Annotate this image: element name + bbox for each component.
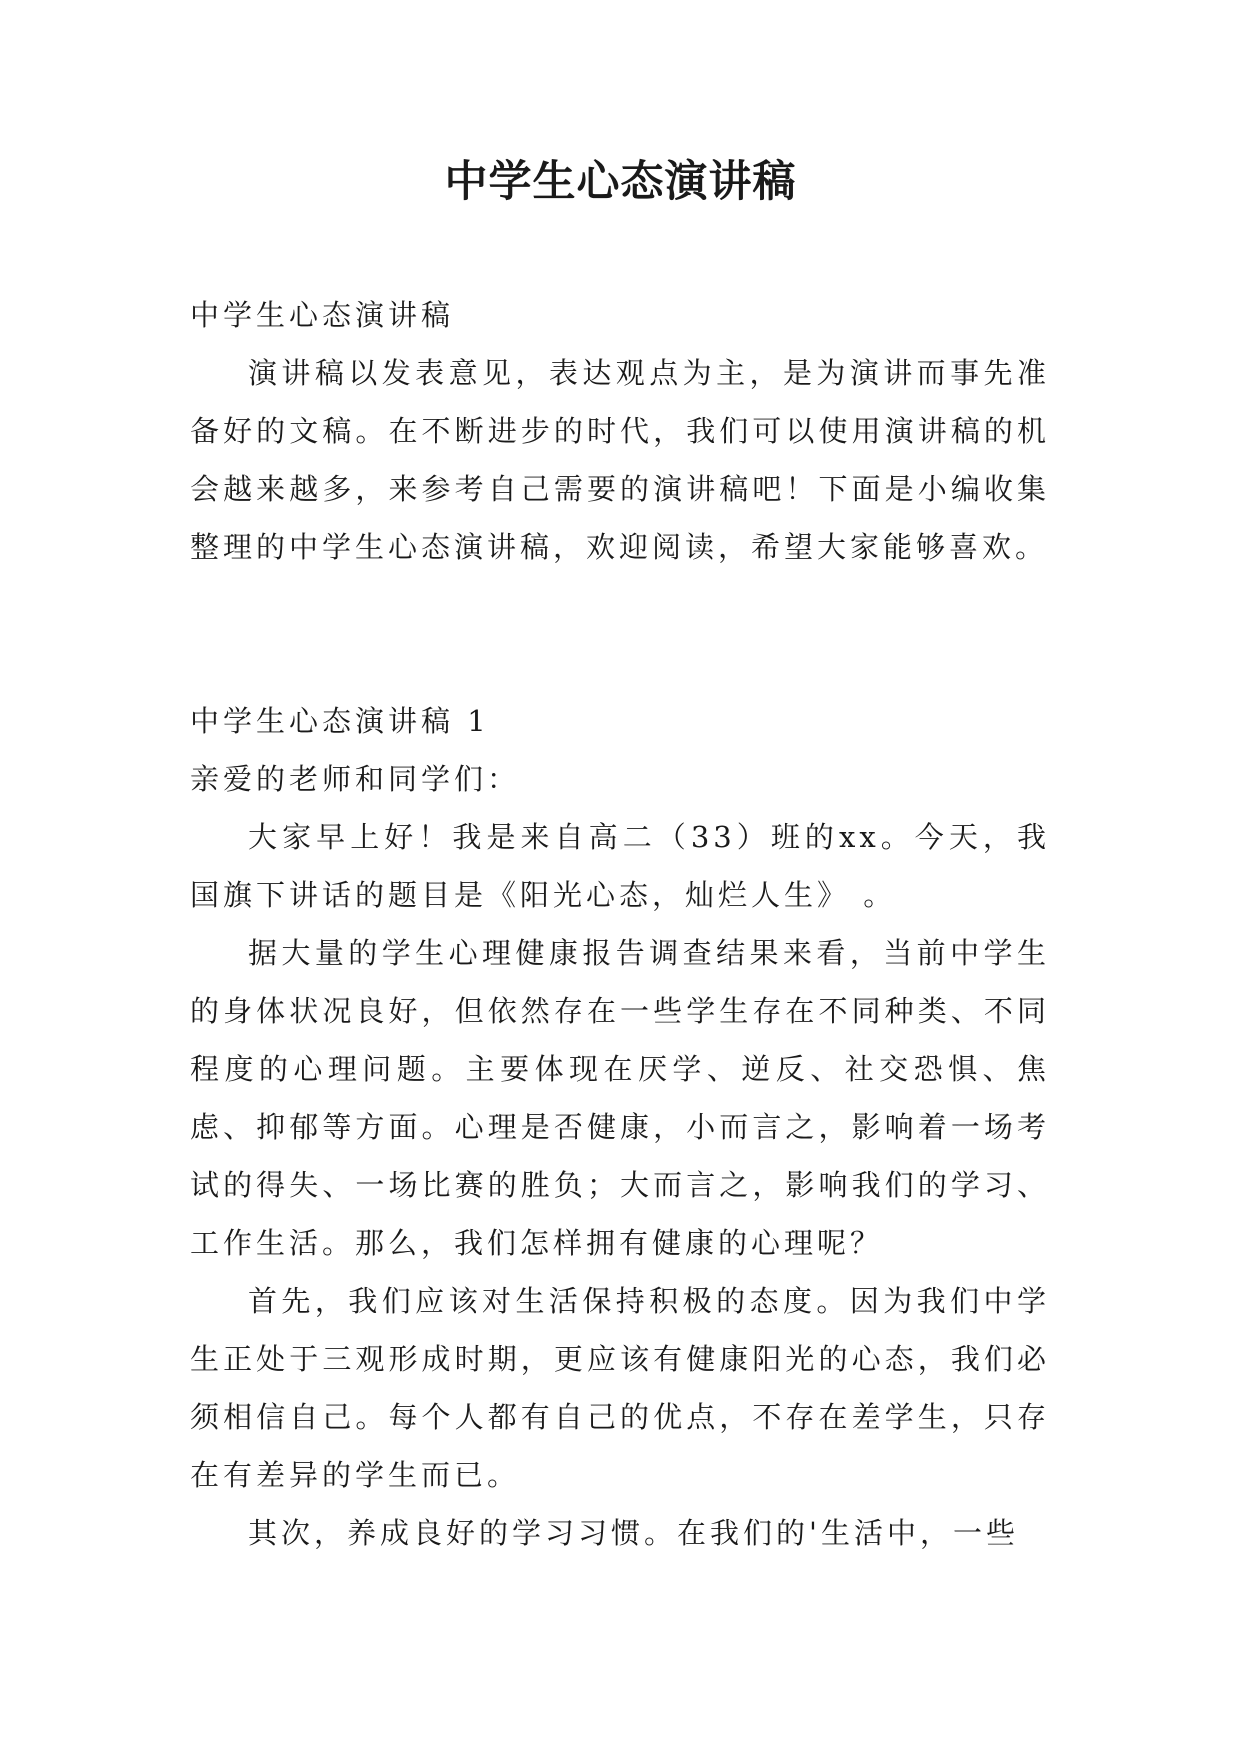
section-spacer — [190, 576, 1050, 692]
body-paragraph: 其次，养成良好的学习习惯。在我们的'生活中，一些 — [248, 1516, 1019, 1550]
salutation: 亲爱的老师和同学们： — [190, 762, 521, 796]
document-title: 中学生心态演讲稿 — [444, 157, 797, 207]
body-paragraph: 首先，我们应该对生活保持积极的态度。因为我们中学生正处于三观形成时期，更应该有健康阳光的心态，我们必须相信自己。每个人都有自己的优点，不存在差学生，只存在有差异的学生而已。 — [190, 1284, 1050, 1492]
intro-paragraph: 演讲稿以发表意见，表达观点为主，是为演讲而事先准备好的文稿。在不断进步的时代，我们可以使用演讲稿的机会越来越多，来参考自己需要的演讲稿吧！下面是小编收集整理的中学生心态演讲稿，欢迎阅读，希望大家能够喜欢。 — [190, 356, 1050, 564]
body-paragraph: 据大量的学生心理健康报告调查结果来看，当前中学生的身体状况良好，但依然存在一些学生存在不同种类、不同程度的心理问题。主要体现在厌学、逆反、社交恐惧、焦虑、抑郁等方面。心理是否健康，小而言之，影响着一场考试的得失、一场比赛的胜负；大而言之，影响我们的学习、工作生活。那么，我们怎样拥有健康的心理呢？ — [190, 936, 1050, 1260]
section-heading: 中学生心态演讲稿 1 — [190, 704, 490, 738]
document-body — [190, 286, 1050, 1562]
body-paragraph: 大家早上好！我是来自高二（33）班的xx。今天，我国旗下讲话的题目是《阳光心态，灿烂人生》 。 — [190, 820, 1050, 912]
document-subtitle: 中学生心态演讲稿 — [190, 298, 455, 332]
